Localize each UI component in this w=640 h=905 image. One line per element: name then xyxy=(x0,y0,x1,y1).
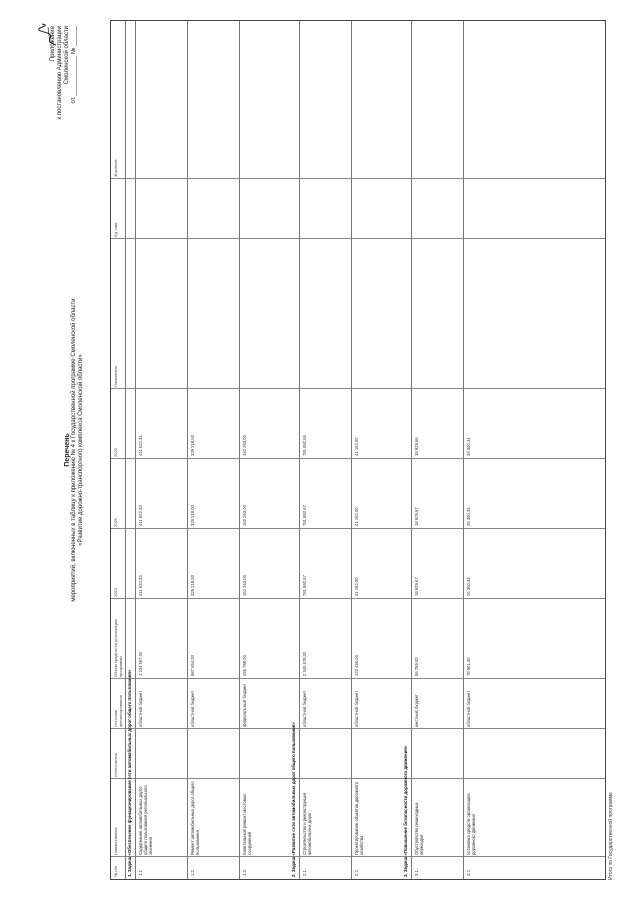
column-header: Показатель xyxy=(113,365,118,387)
row-number: 2.2. xyxy=(354,869,359,876)
amount-cell: 1 234 567,00 xyxy=(138,651,143,676)
row-label: Ремонт автомобильных дорог общего пользования xyxy=(190,781,200,855)
table-column-divider xyxy=(111,238,605,239)
header-rule xyxy=(125,21,126,879)
table-row xyxy=(299,21,300,879)
table-column-divider xyxy=(111,728,605,729)
appendix-line: Приложение xyxy=(50,26,56,62)
row-label: Обустройство пешеходных переходов xyxy=(414,802,424,855)
row-number: 1.1. xyxy=(138,869,143,876)
column-header: Значение xyxy=(113,159,118,177)
amount-cell: 329 218,00 xyxy=(190,575,195,596)
funding-source: областной бюджет xyxy=(354,690,359,727)
rotated-document-sheet xyxy=(50,20,614,880)
amount-cell: 26 300,33 xyxy=(466,577,471,596)
amount-cell: 411 522,33 xyxy=(138,575,143,596)
table-column-divider xyxy=(111,528,605,529)
column-header: Наименование xyxy=(113,827,118,855)
funding-source: местный бюджет xyxy=(414,694,419,727)
section-heading: 2. Задача «Развитие сети автомобильных дорог общего пользования» xyxy=(291,722,296,877)
table-footer: Итого по Государственной программе xyxy=(608,792,614,880)
amount-cell: 26 300,33 xyxy=(466,507,471,526)
row-number: 3.2. xyxy=(466,869,471,876)
amount-cell: 78 901,00 xyxy=(466,657,471,676)
appendix-line: от ____________ № ______ xyxy=(71,26,77,104)
column-header: Объем средств на реализацию программы xyxy=(113,619,123,677)
amount-cell: 152 263,00 xyxy=(242,575,247,596)
column-header: Источник финансирования xyxy=(113,695,123,727)
column-header: 2024 xyxy=(113,588,118,597)
amount-cell: 781 892,67 xyxy=(302,505,307,526)
amount-cell: 152 263,00 xyxy=(242,435,247,456)
amount-cell: 781 892,67 xyxy=(302,575,307,596)
table-column-divider xyxy=(111,458,605,459)
amount-cell: 411 522,33 xyxy=(138,505,143,526)
appendix-line: к постановлению Администрации xyxy=(57,26,63,120)
amount-cell: 2 345 678,00 xyxy=(302,651,307,676)
table-column-divider xyxy=(111,598,605,599)
table-row xyxy=(411,21,412,879)
amount-cell: 56 789,00 xyxy=(414,657,419,676)
amount-cell: 123 456,00 xyxy=(354,655,359,676)
funding-source: областной бюджет xyxy=(190,690,195,727)
document-title xyxy=(64,20,85,880)
amount-cell: 329 218,00 xyxy=(190,435,195,456)
row-label: Содержание автомобильных дорог общего пользования регионального значения xyxy=(138,785,153,855)
row-number: 1.2. xyxy=(190,869,195,876)
column-header: 2026 xyxy=(113,448,118,457)
title-sub: «Развитие дорожно-транспортного комплекса Смоленской области» xyxy=(78,354,84,546)
table-row xyxy=(187,21,188,879)
section-heading: 3. Задача «Повышение безопасности дорожного движения» xyxy=(403,745,408,877)
table-column-divider xyxy=(111,778,605,779)
column-header: № п/п xyxy=(113,866,118,877)
amount-cell: 26 300,34 xyxy=(466,437,471,456)
funding-source: областной бюджет xyxy=(302,690,307,727)
amount-cell: 18 929,67 xyxy=(414,507,419,526)
budget-table xyxy=(110,20,606,880)
title-main: Перечень xyxy=(64,433,71,467)
row-label: Капитальный ремонт мостовых сооружений xyxy=(242,793,252,855)
table-column-divider xyxy=(111,856,605,857)
amount-cell: 152 263,00 xyxy=(242,505,247,526)
amount-cell: 411 522,34 xyxy=(138,435,143,456)
amount-cell: 41 152,00 xyxy=(354,507,359,526)
amount-cell: 18 929,66 xyxy=(414,437,419,456)
table-column-divider xyxy=(111,178,605,179)
amount-cell: 41 152,00 xyxy=(354,437,359,456)
title-sub: мероприятий, включенных в таблицу к приложению № 4 к Государственной программе Смоленской области xyxy=(71,298,77,602)
row-label: Проектирование объектов дорожного хозяйства xyxy=(354,781,364,855)
funding-source: федеральный бюджет xyxy=(242,683,247,727)
amount-cell: 781 892,66 xyxy=(302,435,307,456)
row-label: Строительство и реконструкция автомобильных дорог xyxy=(302,792,312,855)
table-row xyxy=(239,21,240,879)
row-number: 1.3. xyxy=(242,869,247,876)
amount-cell: 456 789,00 xyxy=(242,655,247,676)
funding-source: областной бюджет xyxy=(466,690,471,727)
appendix-line: Смоленской области xyxy=(64,26,70,85)
handwritten-signature xyxy=(36,22,62,48)
row-label: Установка средств организации дорожного движения xyxy=(466,793,476,855)
table-row xyxy=(135,21,136,879)
table-column-divider xyxy=(111,678,605,679)
document-header xyxy=(50,20,108,880)
column-header: 2025 xyxy=(113,518,118,527)
amount-cell: 41 152,00 xyxy=(354,577,359,596)
amount-cell: 18 929,67 xyxy=(414,577,419,596)
column-header: Ед. изм. xyxy=(113,221,118,237)
row-number: 3.1. xyxy=(414,869,419,876)
amount-cell: 987 654,00 xyxy=(190,655,195,676)
funding-source: областной бюджет xyxy=(138,690,143,727)
table-column-divider xyxy=(111,388,605,389)
table-row xyxy=(351,21,352,879)
amount-cell: 329 218,00 xyxy=(190,505,195,526)
table-row xyxy=(463,21,464,879)
section-heading: 1. Задача «Обеспечение функционирования сети автомобильных дорог общего пользования» xyxy=(127,669,132,877)
row-number: 2.1. xyxy=(302,869,307,876)
column-header: Исполнитель xyxy=(113,752,118,777)
